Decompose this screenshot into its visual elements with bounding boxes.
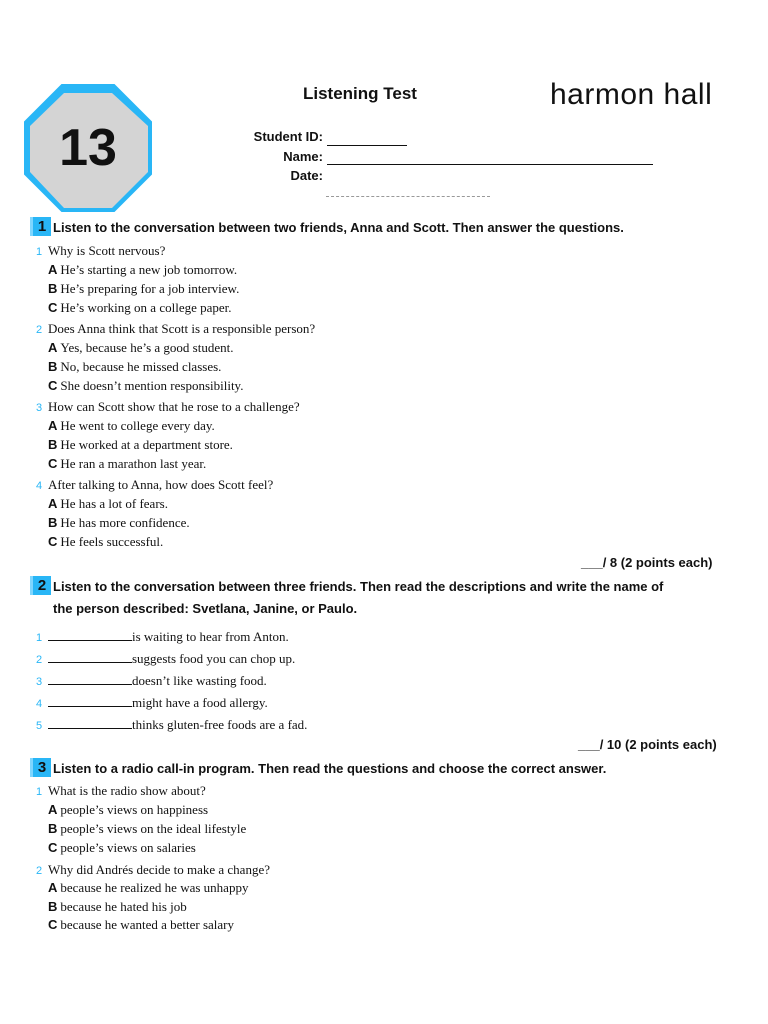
fill-in-row bbox=[36, 650, 295, 668]
item-number: 1 bbox=[36, 632, 43, 644]
unit-number: 13 bbox=[59, 119, 117, 177]
answer-blank[interactable] bbox=[48, 716, 132, 729]
question-text: After talking to Anna, how does Scott feel? bbox=[48, 477, 274, 492]
option-letter: A bbox=[48, 496, 58, 511]
question-text: How can Scott show that he rose to a challenge? bbox=[48, 399, 300, 414]
question-number: 1 bbox=[36, 246, 43, 258]
student-id-field[interactable] bbox=[327, 145, 407, 146]
section-number-badge: 1 bbox=[30, 217, 51, 236]
fill-in-row bbox=[36, 694, 268, 712]
name-field[interactable] bbox=[327, 164, 653, 165]
option-letter: B bbox=[48, 437, 58, 452]
section-1-score: ___/ 8 (2 points each) bbox=[581, 555, 713, 570]
option-text: He’s preparing for a job interview. bbox=[60, 281, 240, 296]
section-instruction bbox=[53, 576, 663, 620]
option-text: He’s working on a college paper. bbox=[60, 300, 232, 315]
section-instruction-line-1: Listen to the conversation between three friends. Then read the descriptions and write the name of bbox=[53, 579, 664, 594]
option-text: He has a lot of fears. bbox=[60, 496, 168, 511]
option-letter: B bbox=[48, 515, 58, 530]
student-id-label: Student ID: bbox=[253, 129, 323, 144]
name-label: Name: bbox=[283, 149, 323, 164]
option-text: He ran a marathon last year. bbox=[60, 456, 207, 471]
section-2-score: ___/ 10 (2 points each) bbox=[578, 737, 717, 752]
answer-option[interactable] bbox=[48, 802, 208, 818]
answer-option[interactable] bbox=[48, 880, 248, 896]
option-text: He’s starting a new job tomorrow. bbox=[60, 262, 238, 277]
brand-logo: harmon hall bbox=[550, 78, 713, 111]
answer-option[interactable] bbox=[48, 515, 190, 531]
option-text: because he wanted a better salary bbox=[60, 917, 234, 932]
option-text: people’s views on salaries bbox=[60, 840, 196, 855]
option-text: because he realized he was unhappy bbox=[60, 880, 249, 895]
option-text: He feels successful. bbox=[60, 534, 164, 549]
section-1-header bbox=[30, 217, 624, 239]
answer-blank[interactable] bbox=[48, 650, 132, 663]
question-row bbox=[36, 477, 273, 494]
answer-option[interactable] bbox=[48, 534, 163, 550]
option-text: She doesn’t mention responsibility. bbox=[60, 378, 244, 393]
answer-option[interactable] bbox=[48, 917, 234, 933]
answer-option[interactable] bbox=[48, 300, 232, 316]
item-text: might have a food allergy. bbox=[132, 695, 268, 710]
item-text: thinks gluten-free foods are a fad. bbox=[132, 717, 308, 732]
question-number: 1 bbox=[36, 786, 43, 798]
answer-option[interactable] bbox=[48, 378, 243, 394]
answer-blank[interactable] bbox=[48, 628, 132, 641]
question-row bbox=[36, 862, 270, 879]
option-text: He worked at a department store. bbox=[60, 437, 233, 452]
answer-option[interactable] bbox=[48, 418, 215, 434]
answer-option[interactable] bbox=[48, 899, 187, 915]
option-letter: A bbox=[48, 262, 58, 277]
item-number: 3 bbox=[36, 676, 43, 688]
option-text: He went to college every day. bbox=[60, 418, 215, 433]
item-number: 2 bbox=[36, 654, 43, 666]
answer-blank[interactable] bbox=[48, 672, 132, 685]
option-letter: A bbox=[48, 340, 58, 355]
question-text: Why did Andrés decide to make a change? bbox=[48, 862, 270, 877]
section-instruction: Listen to a radio call-in program. Then read the questions and choose the correct answer. bbox=[53, 761, 607, 776]
answer-option[interactable] bbox=[48, 340, 233, 356]
answer-option[interactable] bbox=[48, 262, 237, 278]
item-text: is waiting to hear from Anton. bbox=[132, 629, 289, 644]
question-text: Does Anna think that Scott is a responsible person? bbox=[48, 321, 316, 336]
question-number: 2 bbox=[36, 865, 43, 877]
item-text: doesn’t like wasting food. bbox=[132, 673, 267, 688]
section-2-header bbox=[30, 576, 663, 620]
option-letter: B bbox=[48, 821, 58, 836]
section-instruction-line-2: the person described: Svetlana, Janine, or Paulo. bbox=[53, 601, 358, 616]
question-row bbox=[36, 321, 315, 338]
option-letter: C bbox=[48, 534, 58, 549]
answer-option[interactable] bbox=[48, 496, 168, 512]
question-text: What is the radio show about? bbox=[48, 783, 206, 798]
option-letter: B bbox=[48, 359, 58, 374]
question-row bbox=[36, 243, 165, 260]
option-letter: B bbox=[48, 281, 58, 296]
item-number: 4 bbox=[36, 698, 43, 710]
question-number: 3 bbox=[36, 402, 43, 414]
option-text: because he hated his job bbox=[60, 899, 187, 914]
option-letter: C bbox=[48, 840, 58, 855]
option-letter: A bbox=[48, 418, 58, 433]
option-text: Yes, because he’s a good student. bbox=[60, 340, 234, 355]
option-text: He has more confidence. bbox=[60, 515, 190, 530]
question-number: 4 bbox=[36, 480, 43, 492]
option-letter: C bbox=[48, 917, 58, 932]
question-text: Why is Scott nervous? bbox=[48, 243, 166, 258]
item-text: suggests food you can chop up. bbox=[132, 651, 296, 666]
question-row bbox=[36, 399, 300, 416]
section-number-badge: 2 bbox=[30, 576, 51, 595]
answer-option[interactable] bbox=[48, 821, 246, 837]
option-letter: C bbox=[48, 456, 58, 471]
page-title: Listening Test bbox=[303, 84, 417, 103]
answer-option[interactable] bbox=[48, 840, 196, 856]
question-row bbox=[36, 783, 206, 800]
section-3-header bbox=[30, 758, 606, 780]
section-number-badge: 3 bbox=[30, 758, 51, 777]
section-instruction: Listen to the conversation between two friends, Anna and Scott. Then answer the questions. bbox=[53, 220, 624, 235]
option-letter: C bbox=[48, 378, 58, 393]
option-letter: A bbox=[48, 880, 58, 895]
answer-option[interactable] bbox=[48, 437, 233, 453]
date-field[interactable] bbox=[326, 196, 490, 197]
option-letter: B bbox=[48, 899, 58, 914]
option-text: No, because he missed classes. bbox=[60, 359, 222, 374]
option-letter: C bbox=[48, 300, 58, 315]
date-label: Date: bbox=[290, 168, 323, 183]
item-number: 5 bbox=[36, 720, 43, 732]
answer-option[interactable] bbox=[48, 281, 239, 297]
question-number: 2 bbox=[36, 324, 43, 336]
answer-option[interactable] bbox=[48, 359, 221, 375]
answer-blank[interactable] bbox=[48, 694, 132, 707]
option-text: people’s views on happiness bbox=[60, 802, 209, 817]
fill-in-row bbox=[36, 716, 307, 734]
option-letter: A bbox=[48, 802, 58, 817]
option-text: people’s views on the ideal lifestyle bbox=[60, 821, 247, 836]
fill-in-row bbox=[36, 672, 267, 690]
fill-in-row bbox=[36, 628, 289, 646]
answer-option[interactable] bbox=[48, 456, 206, 472]
